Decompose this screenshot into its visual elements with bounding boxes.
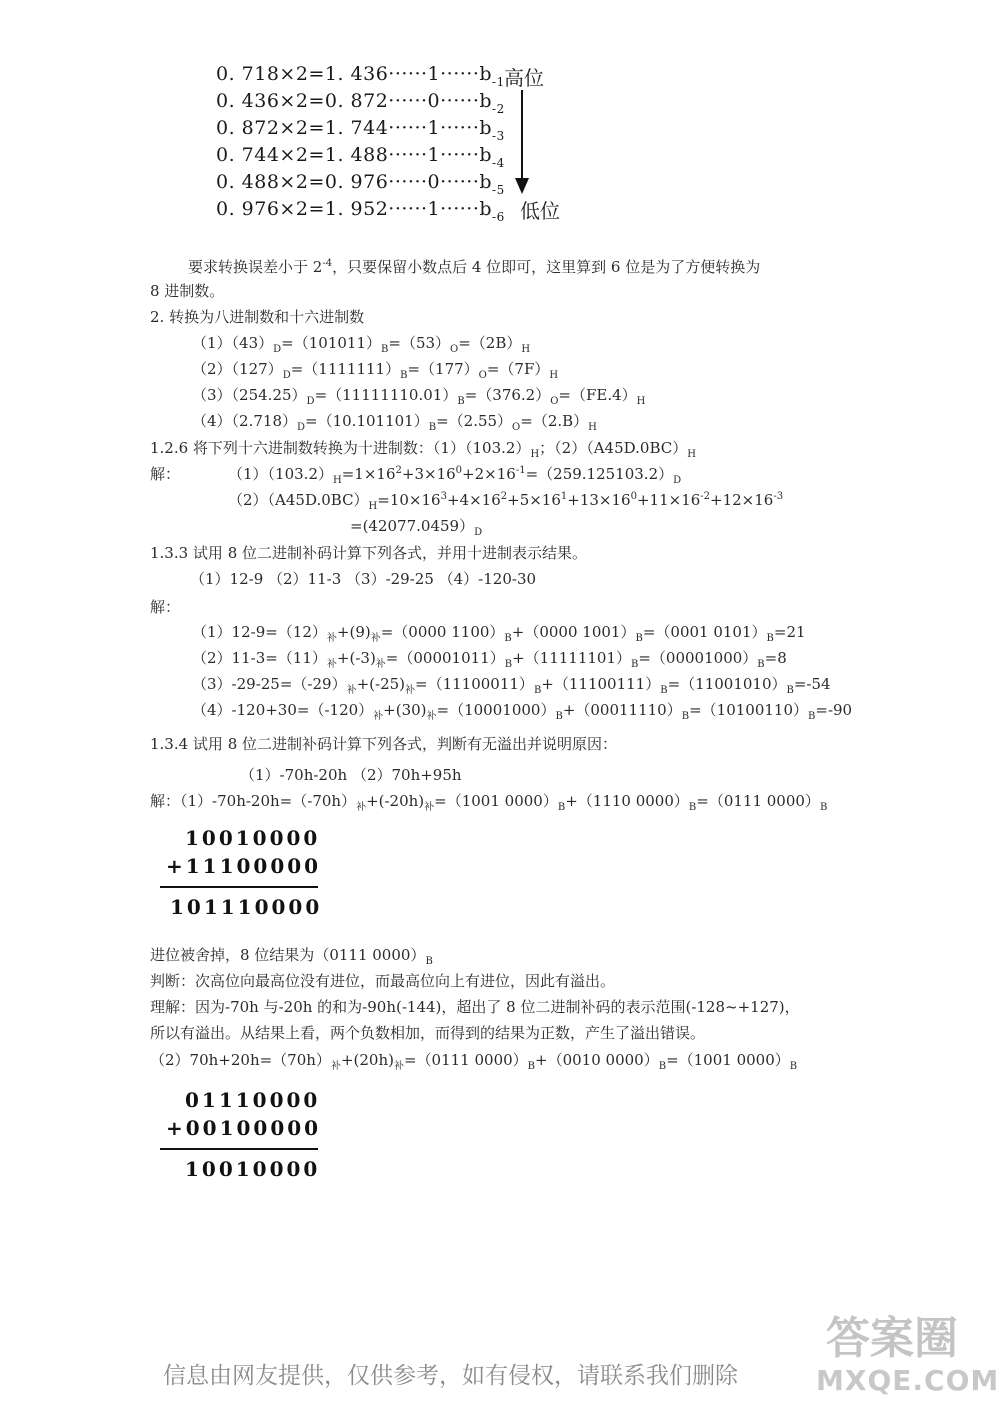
section-heading: 2. 转换为八进制数和十六进制数	[150, 308, 365, 326]
down-arrow-icon	[512, 90, 532, 196]
solution-line: $(2)(A45D.0BC)_H=10\times 16^3+4\times 16^2+5\times 16^1+13\times 16^0+11\times 16^{-2}+12\times 16^{-3}$	[228, 491, 784, 512]
addend-top: 10010000	[185, 826, 321, 850]
question-1-3-3: 1.3.3 试用 8 位二进制补码计算下列各式，并用十进制表示结果。	[150, 544, 588, 562]
watermark-domain: MXQE.COM	[816, 1364, 1000, 1397]
sum-result: 101110000	[170, 895, 323, 919]
solution-line: $(1)12-9=(12)_补+(9)_补=(0000$ $1100)_B+(0000$ $1001)_B=(0001$ $0101)_B=21$	[192, 623, 806, 644]
sum-result: 10010000	[185, 1157, 321, 1181]
solution-line: $(2)11-3=(11)_补+(-3)_补=(00001011)_B+(11111101)_B=(00001000)_B=8$	[192, 649, 787, 670]
watermark-logo: 答案圈	[826, 1313, 958, 1364]
conversion-line: $(1)(43)_D=(101011)_B=(53)_O=(2B)_H$	[192, 334, 531, 355]
question-items: （1）12-9 （2）11-3 （3）-29-25 （4）-120-30	[190, 570, 537, 588]
conversion-row: 0. 718×2=1. $436\cdot\cdot\cdot\cdot\cdot\cdot 1\cdot\cdot\cdot\cdot\cdot\cdot b_{-1}$	[216, 63, 505, 89]
sum-rule	[160, 1148, 318, 1150]
addend-bottom: +00100000	[166, 1116, 322, 1140]
question-1-2-6: 1.2.6 将下列十六进制数转换为十进制数：$(1)(103.2)_H$；$(2)(A45D.0BC)_H$	[150, 439, 696, 460]
solution-line: $(3)-29-25=(-29)_补+(-25)_补=(11100011)_B+(11100111)_B=(11001010)_B=-54$	[192, 675, 831, 696]
conversion-line: $(2)(127)_D=(1111111)_B=(177)_O=(7F)_H$	[192, 360, 559, 381]
paragraph-line: 判断：次高位向最高位没有进位，而最高位向上有进位，因此有溢出。	[150, 972, 616, 990]
low-bit-label: 低位	[520, 199, 560, 223]
solution-line: $(4)-120+30=(-120)_补+(30)_补=(10001000)_B+(00011110)_B=(10100110)_B=-90$	[192, 701, 853, 722]
conversion-row: 0. 872×2=1. $744\cdot\cdot\cdot\cdot\cdot\cdot 1\cdot\cdot\cdot\cdot\cdot\cdot b_{-3}$	[216, 117, 505, 143]
addend-top: 01110000	[185, 1088, 321, 1112]
paragraph-line: 8 进制数。	[150, 282, 225, 300]
question-1-3-4: 1.3.4 试用 8 位二进制补码计算下列各式，判断有无溢出并说明原因：	[150, 735, 618, 753]
footer-disclaimer: 信息由网友提供，仅供参考，如有侵权，请联系我们删除	[163, 1363, 738, 1389]
sum-rule	[160, 886, 318, 888]
paragraph-line: 理解：因为-70h 与-20h 的和为-90h(-144)，超出了 8 位二进制补码的表示范围(-128~+127)，	[150, 998, 800, 1016]
solution-line: $=(42077.0459)_D$	[350, 517, 483, 538]
paragraph-line: 所以有溢出。从结果上看，两个负数相加，而得到的结果为正数，产生了溢出错误。	[150, 1024, 706, 1042]
conversion-row: 0. 488×2=0. $976\cdot\cdot\cdot\cdot\cdot\cdot 0\cdot\cdot\cdot\cdot\cdot\cdot b_{-5}$	[216, 171, 505, 197]
conversion-row: 0. 976×2=1. $952\cdot\cdot\cdot\cdot\cdot\cdot 1\cdot\cdot\cdot\cdot\cdot\cdot b_{-6}$	[216, 198, 505, 224]
solution-line: $(2)70h+20h=(70h)_补+(20h)_补=(0111$ $0000)_B+(0010$ $0000)_B=(1001$ $0000)_B$	[150, 1051, 798, 1072]
solution-line: $(1)(103.2)_H=1\times 16^2+3\times 16^0+2\times 16^{-1}=(259.125103.2)_D$	[228, 465, 682, 486]
solution-line: 解：$(1)-70h-20h=(-70h)_补+(-20h)_补=(1001$ $0000)_B+(1110$ $0000)_B=(0111$ $0000)_B$	[150, 792, 828, 813]
conversion-row: 0. 744×2=1. $488\cdot\cdot\cdot\cdot\cdot\cdot 1\cdot\cdot\cdot\cdot\cdot\cdot b_{-4}$	[216, 144, 505, 170]
question-items: （1）-70h-20h （2）70h+95h	[240, 766, 462, 784]
conversion-row: 0. 436×2=0. $872\cdot\cdot\cdot\cdot\cdot\cdot 0\cdot\cdot\cdot\cdot\cdot\cdot b_{-2}$	[216, 90, 505, 116]
conversion-line: $(4)(2.718)_D=(10.101101)_B=(2.55)_O=(2.B)_H$	[192, 412, 597, 433]
paragraph-line: 进位被舍掉，8 位结果为（0111 $0000)_B$	[150, 946, 433, 967]
high-bit-label: 高位	[504, 66, 544, 90]
addend-bottom: +11100000	[166, 854, 322, 878]
paragraph-line: 要求转换误差小于 $2^{-4}$，只要保留小数点后 4 位即可，这里算到 6 位是为了方便转换为	[188, 258, 761, 276]
answer-label: 解：	[150, 465, 181, 483]
answer-label: 解：	[150, 598, 181, 616]
conversion-line: $(3)(254.25)_D=(11111110.01)_B=(376.2)_O=(FE.4)_H$	[192, 386, 646, 407]
